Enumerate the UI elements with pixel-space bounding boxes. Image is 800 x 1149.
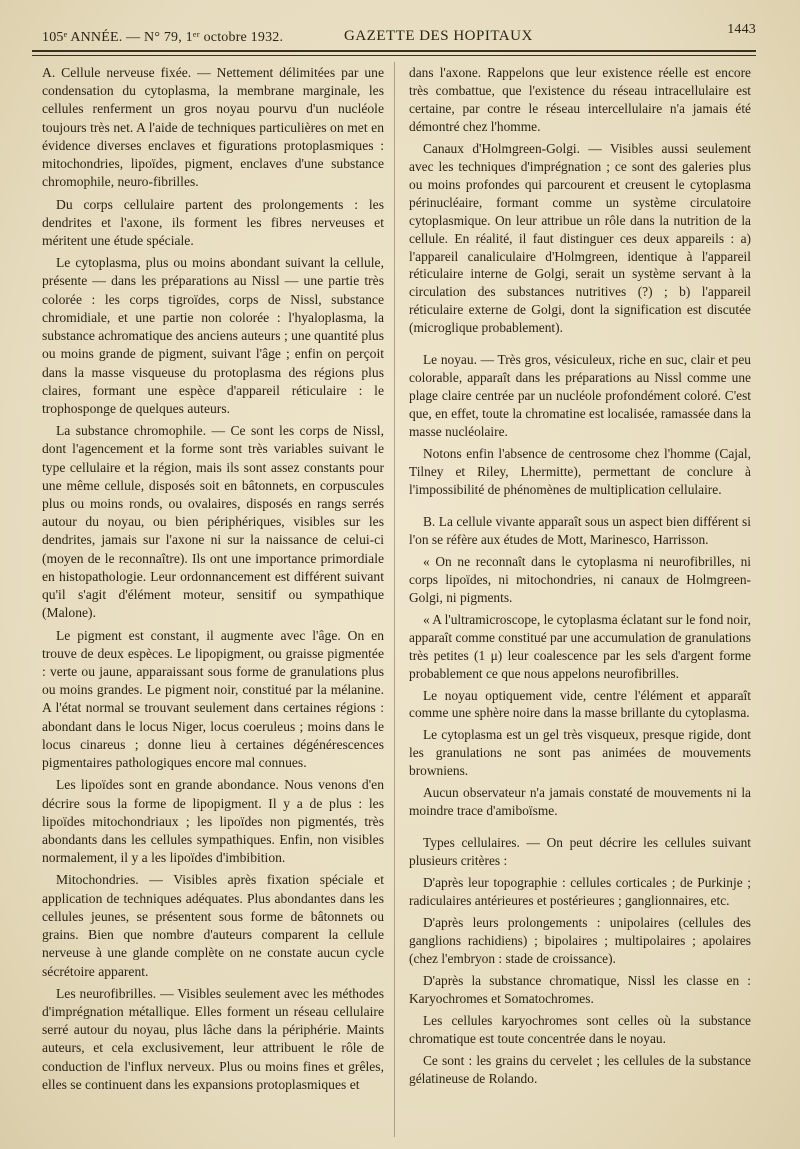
paragraph-types-cellulaires: Types cellulaires. — On peut décrire les cellules suivant plusieurs critères : [409, 835, 751, 869]
paragraph-grains-cervelet: Ce sont : les grains du cervelet ; les cellules de la substance gélatineuse de Rolando. [409, 1052, 751, 1086]
paragraph-canaux: Canaux d'Holmgreen-Golgi. — Visibles aussi seulement avec les techniques d'imprégnation ; ce sont des galeries plus ou moins profondes qui parcourent et creusent le cytoplasma périnucléaire, formant comme un système circulatoire cytoplasmique. On leur attribue un rôle dans la nutrition de la cellule. En réalité, il faut distinguer ces deux appareils : a) l'appareil canaliculaire d'Holmgreen, identique à l'appareil réticulaire interne de Golgi, serait un système servant à la circulation des substances nutritives (?) ; b) l'appareil réticulaire externe de Golgi, dont la signification est discutée (microglique probablement). [409, 140, 751, 336]
quote-ultramicroscope: « A l'ultramicroscope, le cytoplasma éclatant sur le fond noir, apparaît comme constitué par une accumulation de granulations très petites (1 μ) leur coalescence par les sels d'argent forme probablement ce que nous appelons neurofibrilles. [409, 611, 751, 681]
paragraph-cytoplasma: Le cytoplasma, plus ou moins abondant suivant la cellule, présente — dans les préparations au Nissl — une partie très colorée : les corps tigroïdes, corps de Nissl, substance chromidiale, et une partie non colorée : l'hyaloplasma, la substance achromatique des anciens auteurs ; une quantité plus ou moins grande de pigment, suivant l'âge ; enfin on perçoit dans la masse visqueuse du protoplasma des régions plus claires, formant une espèce d'appareil réticulaire : le trophosponge de quelques auteurs. [42, 255, 385, 416]
paragraph-nissl-classe: D'après la substance chromatique, Nissl les classe en : Karyochromes et Somatochromes. [409, 972, 751, 1006]
paragraph-substance-chromophile: La substance chromophile. — Ce sont les corps de Nissl, dont l'agencement et la forme sont très variables suivant le type cellulaire et la région, mais ils sont assez constants pour une même cellule, disposés soit en bâtonnets, en corpuscules plus ou moins ronds, ou ovalaires, disposés en rangs serrés autour du noyau, ou bien périphériques, visibles sur les dendrites, jamais sur l'axone ni sur la naissance de celui-ci (moyen de le reconnaître). Ils ont une importance primordiale en histopathologie. Leur ordonnancement est différent suivant qu'il s'agit d'élément moteur, sensitif ou sympathique (Malone). [42, 423, 384, 621]
paragraph-axone: dans l'axone. Rappelons que leur existence réelle est encore très combattue, que l'existence du réseau intracellulaire est certaine, par contre le réseau intercellulaire n'a jamais été démontré chez l'homme. [409, 65, 751, 134]
left-column [42, 64, 384, 1098]
paragraph-cellule-vivante: B. La cellule vivante apparaît sous un aspect bien différent si l'on se réfère aux études de Mott, Marinesco, Harrisson. [409, 513, 751, 547]
quote-cytoplasma: « On ne reconnaît dans le cytoplasma ni neurofibrilles, ni corps lipoïdes, ni mitochondries, ni canaux de Holmgreen-Golgi, ni pigments. [409, 553, 751, 605]
paragraph-topographie: D'après leur topographie : cellules corticales ; de Purkinje ; radiculaires antérieures et postérieures ; ganglionnaires, etc. [409, 875, 751, 909]
paragraph-karyochromes: Les cellules karyochromes sont celles où la substance chromatique est toute concentrée dans le noyau. [409, 1012, 751, 1046]
issue-info: 105ᵉ ANNÉE. — N° 79, 1ᵉʳ octobre 1932. [42, 30, 284, 45]
journal-title: GAZETTE DES HOPITAUX [344, 28, 533, 44]
paragraph-pigment: Le pigment est constant, il augmente avec l'âge. On en trouve de deux espèces. Le lipopigment, ou graisse pigmentée : verte ou jaune, apparaissant sous forme de granulations plus ou moins grandes. Le pigment noir, constitué par la mélanine. A l'état normal se trouvant seulement dans certaines régions : abondant dans le locus Niger, locus coeruleus ; moins dans le locus cinareus ; donne lieu à certaines dégénérescences pigmentaires pathologiques encore mal connues. [42, 627, 384, 771]
paragraph-noyau: Le noyau. — Très gros, vésiculeux, riche en suc, clair et peu colorable, apparaît dans les préparations au Nissl comme une plage claire centrée par un nucléole profondément coloré. C'est que, en effet, toute la chromatine est localisée, ramassée dans la masse nucléolaire. [409, 352, 751, 440]
paragraph-mitochondries: Mitochondries. — Visibles après fixation spéciale et application de techniques adéquates. Plus abondantes dans les cellules jeunes, se présentent sous forme de bâtonnets ou grains. Bien que nombre d'auteurs comparent la cellule nerveuse à une glande complète on ne constate aucun cycle sécrétoire apparent. [42, 872, 384, 979]
header-rule [32, 50, 756, 56]
page-number: 1443 [727, 22, 756, 37]
paragraph-lipoides: Les lipoïdes sont en grande abondance. Nous venons d'en décrire sous la forme de lipopigment. Il y a de plus : les lipoïdes mitochondriaux ; les lipoïdes non pigmentés, très abondants dans les cellules sympathiques. Enfin, non visibles normalement, il y a les lipoïdes d'imbibition. [42, 777, 384, 866]
paragraph-neurofibrilles: Les neurofibrilles. — Visibles seulement avec les méthodes d'imprégnation métallique. Elles forment un réseau cellulaire serré autour du noyau, plus lâche dans la périphérie. Maints auteurs, et cela exclusivement, leur attribuent le rôle de conduction de l'influx nerveux. Plus ou moins fines et grêles, elles se continuent dans les expansions protoplasmiques et [42, 985, 384, 1092]
paragraph-cellule-fixee: A. Cellule nerveuse fixée. — Nettement délimitées par une condensation du cytoplasma, la membrane marginale, les cellules renferment un gros noyau pourvu d'un nucléole toujours très net. A l'aide de techniques particulières on met en évidence diverses enclaves et figurations protoplasmiques : mitochondries, lipoïdes, pigment, enclaves d'une substance chromophile, neuro-fibrilles. [42, 65, 384, 190]
page-header [32, 22, 756, 50]
paragraph-prolongements: Du corps cellulaire partent des prolongements : les dendrites et l'axone, ils forment les fibres nerveuses et méritent une étude spéciale. [42, 196, 384, 248]
column-divider [394, 62, 395, 1137]
right-column [409, 64, 751, 1092]
paragraph-centrosome: Notons enfin l'absence de centrosome chez l'homme (Cajal, Tilney et Riley, Lhermitte), permettant de conclure à l'impossibilité de phénomènes de multiplication cellulaire. [409, 446, 751, 497]
paragraph-prolongements-types: D'après leurs prolongements : unipolaires (cellules des ganglions rachidiens) ; bipolaires ; multipolaires ; apolaires (chez l'embryon : stade de croissance). [409, 914, 751, 966]
paragraph-amiboisme: Aucun observateur n'a jamais constaté de mouvements ni la moindre trace d'amiboïsme. [409, 785, 751, 819]
paragraph-noyau-vide: Le noyau optiquement vide, centre l'élément et apparaît comme une sphère noire dans la masse brillante du cytoplasma. [409, 687, 751, 721]
paragraph-gel: Le cytoplasma est un gel très visqueux, presque rigide, dont les granulations ne sont pas animées de mouvements browniens. [409, 727, 751, 779]
